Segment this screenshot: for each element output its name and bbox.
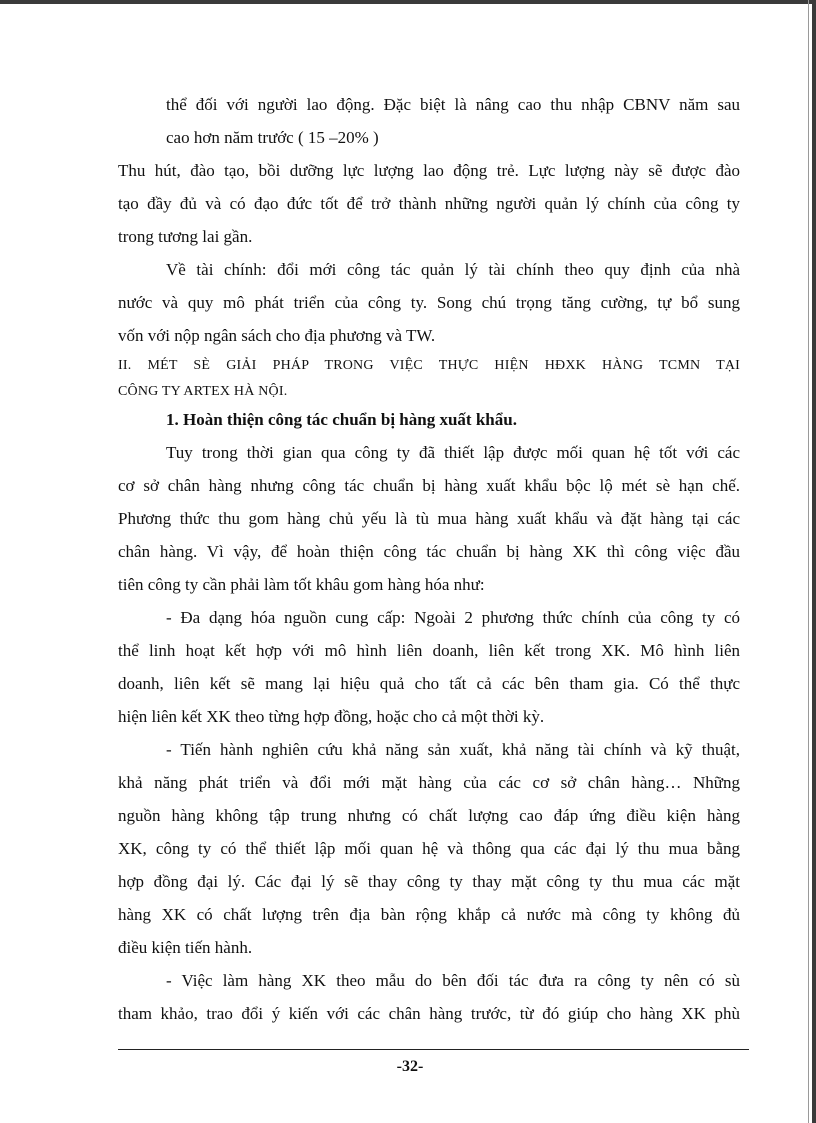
body-line: điều kiện tiến hành. [118,938,253,957]
body-line: Thu hút, đào tạo, bồi dưỡng lực lượng lao động trẻ. Lực lượng này sẽ được đào [118,161,740,180]
footer-rule [118,1049,749,1050]
body-line: tham khảo, trao đổi ý kiến với các chân hàng trước, từ đó giúp cho hàng XK phù [118,1004,740,1023]
body-line: doanh, liên kết sẽ mang lại hiệu quả cho tất cả các bên tham gia. Có thể thực [118,674,740,693]
body-line: hợp đồng đại lý. Các đại lý sẽ thay công ty thay mặt công ty thu mua các mặt [118,872,740,891]
body-line: Về tài chính: đổi mới công tác quản lý tài chính theo quy định của nhà [166,260,740,279]
body-line: tiên công ty cần phải làm tốt khâu gom hàng hóa như: [118,575,485,594]
body-line: cao hơn năm trước ( 15 –20% ) [166,128,379,147]
body-line: thể đối với người lao động. Đặc biệt là nâng cao thu nhập CBNV năm sau [166,95,740,114]
body-line: cơ sở chân hàng nhưng công tác chuẩn bị hàng xuất khẩu bộc lộ mét sè hạn chế. [118,476,740,495]
body-line: trong tương lai gần. [118,227,253,246]
body-line: - Tiến hành nghiên cứu khả năng sản xuất, khả năng tài chính và kỹ thuật, [166,740,740,759]
body-line: khả năng phát triển và đổi mới mặt hàng của các cơ sở chân hàng… Những [118,773,740,792]
body-line: vốn với nộp ngân sách cho địa phương và TW. [118,326,436,345]
section-heading: CÔNG TY ARTEX HÀ NỘI. [118,384,288,399]
body-line: XK, công ty có thể thiết lập mối quan hệ và thông qua các đại lý thu mua bằng [118,839,740,858]
body-line: hàng XK có chất lượng trên địa bàn rộng khắp cả nước mà công ty không đủ [118,905,740,924]
section-heading: II. MÉT SÈ GIẢI PHÁP TRONG VIỆC THỰC HIỆN HĐXK HÀNG TCMN TẠI [118,358,740,373]
body-line: nước và quy mô phát triển của công ty. Song chú trọng tăng cường, tự bổ sung [118,293,740,312]
page-number: -32- [396,1058,424,1075]
subsection-heading: 1. Hoàn thiện công tác chuẩn bị hàng xuất khẩu. [166,410,517,429]
body-line: Phương thức thu gom hàng chủ yếu là tù mua hàng xuất khẩu và đặt hàng tại các [118,509,740,528]
page-border-right-inner [808,0,809,1123]
body-line: thể linh hoạt kết hợp với mô hình liên doanh, liên kết trong XK. Mô hình liên [118,641,740,660]
body-line: - Việc làm hàng XK theo mẫu do bên đối tác đưa ra công ty nên có sù [166,971,740,990]
body-line: tạo đầy đủ và có đạo đức tốt để trở thành những người quản lý chính của công ty [118,194,740,213]
body-line: - Đa dạng hóa nguồn cung cấp: Ngoài 2 phương thức chính của công ty có [166,608,740,627]
body-line: nguồn hàng không tập trung nhưng có chất lượng cao đáp ứng điều kiện hàng [118,806,740,825]
body-line: chân hàng. Vì vậy, để hoàn thiện công tác chuẩn bị hàng XK thì công việc đầu [118,542,740,561]
body-line: hiện liên kết XK theo từng hợp đồng, hoặc cho cả một thời kỳ. [118,707,545,726]
page-border-right [812,0,816,1123]
body-line: Tuy trong thời gian qua công ty đã thiết lập được mối quan hệ tốt với các [166,443,740,462]
page-border-top [0,0,816,4]
